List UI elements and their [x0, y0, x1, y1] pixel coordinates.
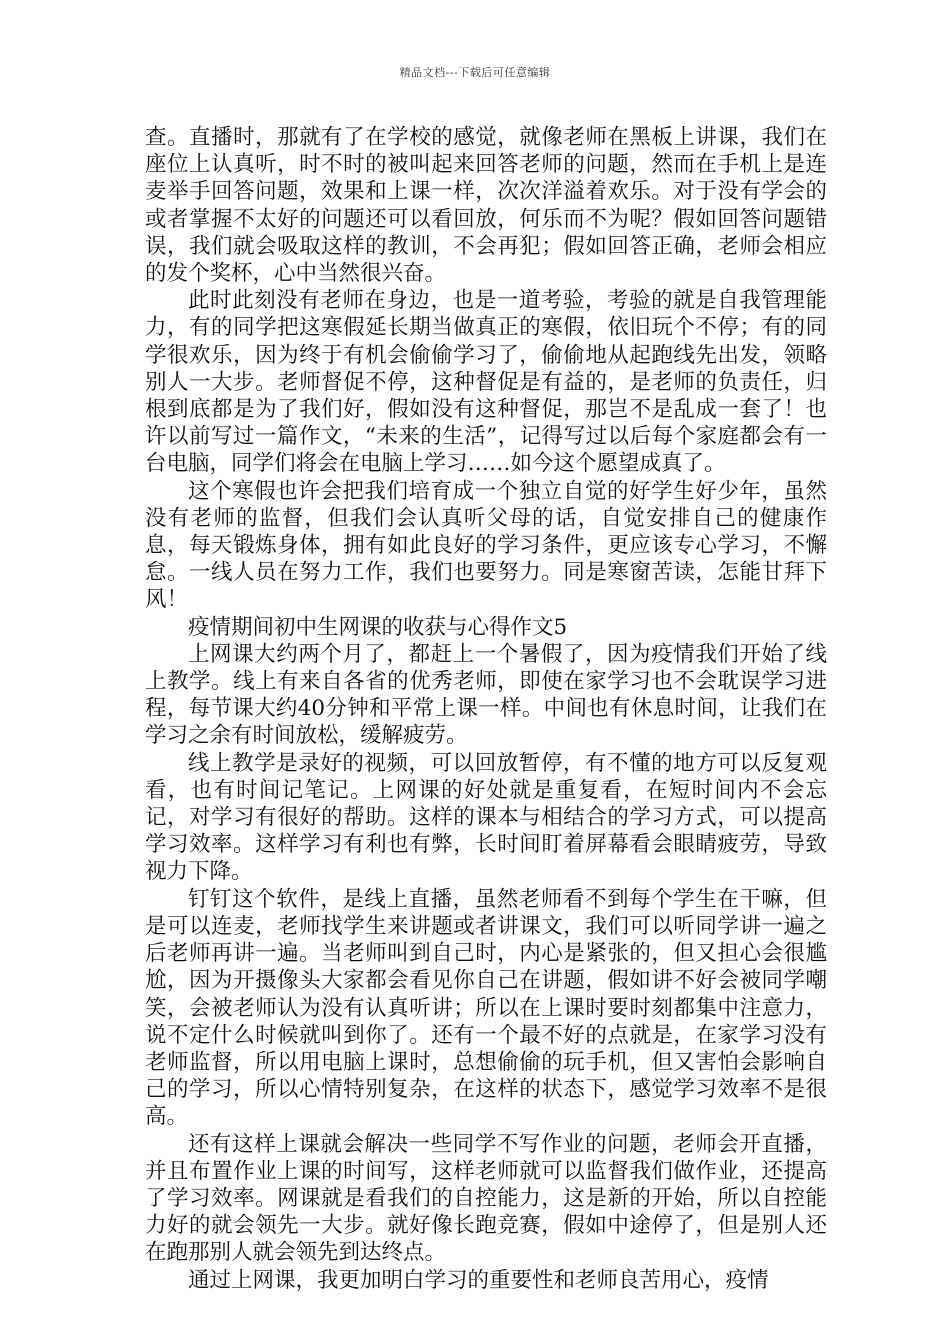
- paragraph-continued: 查。直播时，那就有了在学校的感觉，就像老师在黑板上讲课，我们在座位上认真听，时不时的被叫起来回答老师的问题，然而在手机上是连麦举手回答问题，效果和上课一样，次次洋溢着欢乐。对于没有学会的或者掌握不太好的问题还可以看回放，何乐而不为呢？假如回答问题错误，我们就会吸取这样的教训，不会再犯；假如回答正确，老师会相应的发个奖杯，心中当然很兴奋。: [145, 125, 827, 287]
- paragraph: 钉钉这个软件，是线上直播，虽然老师看不到每个学生在干嘛，但是可以连麦，老师找学生来讲题或者讲课文，我们可以听同学讲一遍之后老师再讲一遍。当老师叫到自己时，内心是紧张的，但又担心会很尴尬，因为开摄像头大家都会看见你自己在讲题，假如讲不好会被同学嘲笑，会被老师认为没有认真听讲；所以在上课时要时刻都集中注意力，说不定什么时候就叫到你了。还有一个最不好的点就是，在家学习没有老师监督，所以用电脑上课时，总想偷偷的玩手机，但又害怕会影响自己的学习，所以心情特别复杂，在这样的状态下，感觉学习效率不是很高。: [145, 886, 827, 1130]
- paragraph: 这个寒假也许会把我们培育成一个独立自觉的好学生好少年，虽然没有老师的监督，但我们会认真听父母的话，自觉安排自己的健康作息，每天锻炼身体，拥有如此良好的学习条件，更应该专心学习，不懈怠。一线人员在努力工作，我们也要努力。同是寒窗苦读，怎能甘拜下风！: [145, 478, 827, 613]
- paragraph: 通过上网课，我更加明白学习的重要性和老师良苦用心，疫情: [188, 1267, 769, 1293]
- section-heading: 疫情期间初中生网课的收获与心得作文5: [188, 614, 568, 640]
- paragraph: 上网课大约两个月了，都赶上一个暑假了，因为疫情我们开始了线上教学。线上有来自各省的优秀老师，即使在家学习也不会耽误学习进程，每节课大约40分钟和平常上课一样。中间也有休息时间，让我们在学习之余有时间放松，缓解疲劳。: [145, 641, 827, 749]
- page-header: 精品文档---下载后可任意编辑: [399, 66, 551, 79]
- paragraph: 线上教学是录好的视频，可以回放暂停，有不懂的地方可以反复观看，也有时间记笔记。上网课的好处就是重复看，在短时间内不会忘记，对学习有很好的帮助。这样的课本与相结合的学习方式，可以提高学习效率。这样学习有利也有弊，长时间盯着屏幕看会眼睛疲劳，导致视力下降。: [145, 750, 827, 885]
- paragraph: 此时此刻没有老师在身边，也是一道考验，考验的就是自我管理能力，有的同学把这寒假延长期当做真正的寒假，依旧玩个不停；有的同学很欢乐，因为终于有机会偷偷学习了，偷偷地从起跑线先出发，领略别人一大步。老师督促不停，这种督促是有益的，是老师的负责任，归根到底都是为了我们好，假如没有这种督促，那岂不是乱成一套了！也许以前写过一篇作文，“未来的生活”，记得写过以后每个家庭都会有一台电脑，同学们将会在电脑上学习……如今这个愿望成真了。: [145, 288, 827, 477]
- paragraph: 还有这样上课就会解决一些同学不写作业的问题，老师会开直播，并且布置作业上课的时间写，这样老师就可以监督我们做作业，还提高了学习效率。网课就是看我们的自控能力，这是新的开始，所以自控能力好的就会领先一大步。就好像长跑竞赛，假如中途停了，但是别人还在跑那别人就会领先到达终点。: [145, 1131, 827, 1266]
- document-body: [145, 124, 827, 1294]
